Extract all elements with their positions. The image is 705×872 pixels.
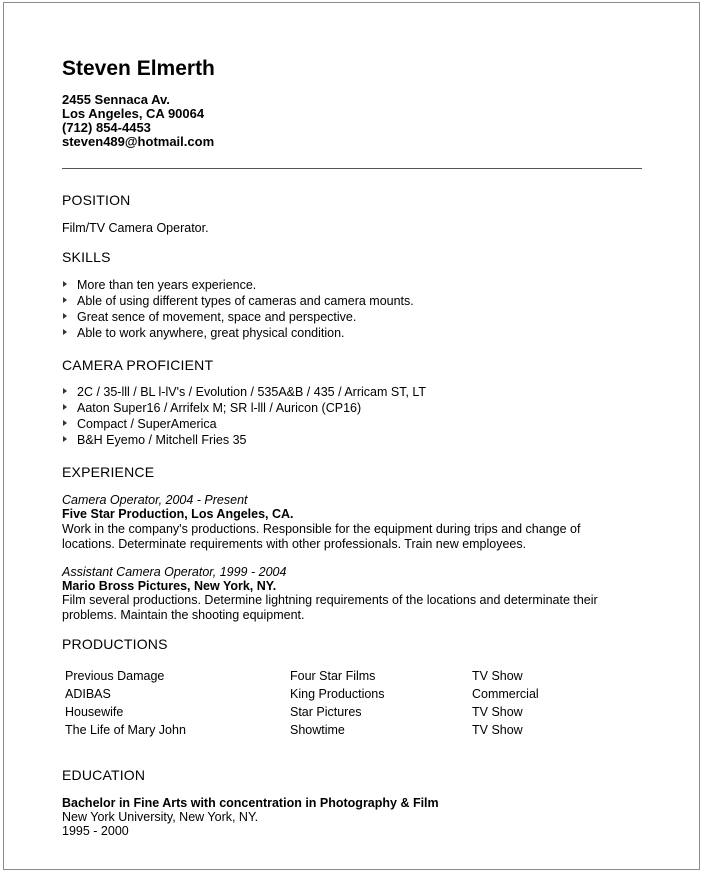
- job-description-line: problems. Maintain the shooting equipment.: [62, 608, 305, 622]
- production-company: King Productions: [290, 687, 385, 701]
- production-title: ADIBAS: [65, 687, 111, 701]
- table-row: [65, 721, 592, 739]
- position-text: Film/TV Camera Operator.: [62, 221, 209, 235]
- job-title: Assistant Camera Operator, 1999 - 2004: [62, 565, 287, 579]
- education-years: 1995 - 2000: [62, 824, 129, 838]
- bullet-icon: [63, 420, 67, 426]
- production-type: TV Show: [472, 723, 523, 737]
- bullet-icon: [63, 436, 67, 442]
- job-title: Camera Operator, 2004 - Present: [62, 493, 248, 507]
- list-item: B&H Eyemo / Mitchell Fries 35: [62, 432, 426, 448]
- experience-heading: EXPERIENCE: [62, 464, 155, 480]
- list-item: Able of using different types of cameras and camera mounts.: [62, 293, 414, 309]
- contact-city: Los Angeles, CA 90064: [62, 106, 205, 121]
- bullet-icon: [63, 297, 67, 303]
- production-company: Four Star Films: [290, 669, 376, 683]
- production-type: TV Show: [472, 669, 523, 683]
- resume-name: Steven Elmerth: [62, 57, 215, 80]
- productions-heading: PRODUCTIONS: [62, 636, 168, 652]
- list-item: 2C / 35-lll / BL l-lV's / Evolution / 535A&B / 435 / Arricam ST, LT: [62, 384, 426, 400]
- contact-street: 2455 Sennaca Av.: [62, 92, 170, 107]
- resume-page: [3, 2, 700, 870]
- bullet-icon: [63, 404, 67, 410]
- production-type: Commercial: [472, 687, 539, 701]
- job-description-line: Work in the company's productions. Responsible for the equipment during trips and change of: [62, 522, 581, 536]
- job-description-line: Film several productions. Determine lightning requirements of the locations and determinate their: [62, 593, 598, 607]
- table-row: [65, 685, 592, 703]
- list-item: Aaton Super16 / Arrifelx M; SR l-lll / Auricon (CP16): [62, 400, 426, 416]
- education-degree: Bachelor in Fine Arts with concentration in Photography & Film: [62, 796, 439, 810]
- contact-phone: (712) 854-4453: [62, 120, 151, 135]
- contact-email: steven489@hotmail.com: [62, 134, 215, 149]
- education-school: New York University, New York, NY.: [62, 810, 259, 824]
- bullet-icon: [63, 388, 67, 394]
- job-company: Mario Bross Pictures, New York, NY.: [62, 579, 277, 593]
- table-row: [65, 703, 592, 721]
- job-company: Five Star Production, Los Angeles, CA.: [62, 507, 294, 521]
- skills-list: [62, 277, 414, 341]
- bullet-icon: [63, 329, 67, 335]
- position-heading: POSITION: [62, 192, 131, 208]
- camera-heading: CAMERA PROFICIENT: [62, 357, 214, 373]
- job-description-line: locations. Determinate requirements with other professionals. Train new employees.: [62, 537, 527, 551]
- header-divider: [62, 168, 642, 169]
- bullet-icon: [63, 281, 67, 287]
- list-item: Compact / SuperAmerica: [62, 416, 426, 432]
- productions-table: [65, 667, 592, 739]
- skills-heading: SKILLS: [62, 249, 111, 265]
- production-company: Star Pictures: [290, 705, 362, 719]
- list-item: More than ten years experience.: [62, 277, 414, 293]
- production-title: Housewife: [65, 705, 124, 719]
- production-title: Previous Damage: [65, 669, 165, 683]
- table-row: [65, 667, 592, 685]
- education-heading: EDUCATION: [62, 767, 146, 783]
- bullet-icon: [63, 313, 67, 319]
- list-item: Able to work anywhere, great physical condition.: [62, 325, 414, 341]
- list-item: Great sence of movement, space and perspective.: [62, 309, 414, 325]
- camera-list: [62, 384, 426, 448]
- production-company: Showtime: [290, 723, 345, 737]
- production-title: The Life of Mary John: [65, 723, 186, 737]
- production-type: TV Show: [472, 705, 523, 719]
